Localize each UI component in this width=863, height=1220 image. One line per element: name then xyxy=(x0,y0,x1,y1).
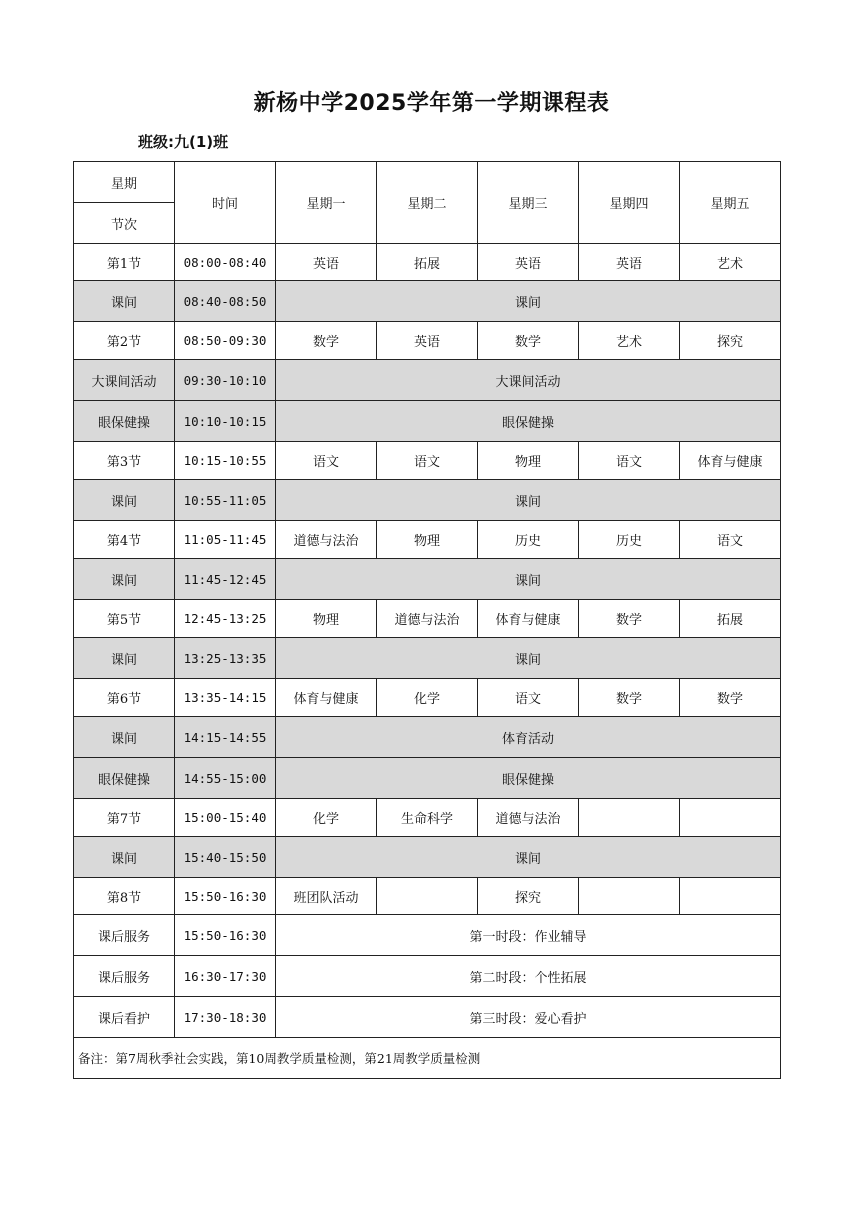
course-cell xyxy=(579,799,680,837)
after-school-span-cell: 第二时段：个性拓展 xyxy=(276,956,781,997)
course-cell: 班团队活动 xyxy=(276,878,377,915)
period-row xyxy=(74,679,781,717)
break-span-cell: 眼保健操 xyxy=(276,401,781,442)
note-row xyxy=(74,1038,781,1079)
break-row xyxy=(74,401,781,442)
course-cell: 体育与健康 xyxy=(478,600,579,638)
course-cell: 数学 xyxy=(680,679,781,717)
period-row xyxy=(74,878,781,915)
break-span-cell: 课间 xyxy=(276,559,781,600)
time-cell: 08:00-08:40 xyxy=(175,244,276,281)
course-cell xyxy=(377,878,478,915)
course-cell xyxy=(680,799,781,837)
time-header-cell: 时间 xyxy=(175,162,276,244)
time-cell: 09:30-10:10 xyxy=(175,360,276,401)
course-cell: 道德与法治 xyxy=(377,600,478,638)
course-cell xyxy=(680,878,781,915)
time-cell: 14:55-15:00 xyxy=(175,758,276,799)
break-span-cell: 课间 xyxy=(276,480,781,521)
course-cell: 探究 xyxy=(478,878,579,915)
course-cell: 英语 xyxy=(377,322,478,360)
row-label-cell: 课间 xyxy=(74,480,175,521)
class-label: 班级:九(1)班 xyxy=(138,133,229,151)
course-cell xyxy=(579,878,680,915)
row-label-cell: 课后服务 xyxy=(74,956,175,997)
course-cell: 数学 xyxy=(579,600,680,638)
course-cell: 语文 xyxy=(377,442,478,480)
time-cell: 08:40-08:50 xyxy=(175,281,276,322)
row-label-cell: 课后服务 xyxy=(74,915,175,956)
row-label-cell: 第4节 xyxy=(74,521,175,559)
course-cell: 英语 xyxy=(478,244,579,281)
after-school-span-cell: 第三时段：爱心看护 xyxy=(276,997,781,1038)
week-header-cell: 星期 xyxy=(74,162,175,203)
course-cell: 历史 xyxy=(579,521,680,559)
row-label-cell: 课间 xyxy=(74,837,175,878)
period-row xyxy=(74,442,781,480)
course-cell: 历史 xyxy=(478,521,579,559)
time-cell: 10:15-10:55 xyxy=(175,442,276,480)
break-span-cell: 眼保健操 xyxy=(276,758,781,799)
period-row xyxy=(74,322,781,360)
course-cell: 拓展 xyxy=(680,600,781,638)
row-label-cell: 大课间活动 xyxy=(74,360,175,401)
break-row xyxy=(74,758,781,799)
day-header-thu: 星期四 xyxy=(579,162,680,244)
after-school-row xyxy=(74,956,781,997)
after-school-row xyxy=(74,915,781,956)
course-cell: 道德与法治 xyxy=(478,799,579,837)
break-row xyxy=(74,717,781,758)
day-header-tue: 星期二 xyxy=(377,162,478,244)
time-cell: 15:50-16:30 xyxy=(175,878,276,915)
time-cell: 17:30-18:30 xyxy=(175,997,276,1038)
day-header-mon: 星期一 xyxy=(276,162,377,244)
day-header-wed: 星期三 xyxy=(478,162,579,244)
course-cell: 数学 xyxy=(579,679,680,717)
break-span-cell: 课间 xyxy=(276,638,781,679)
course-cell: 艺术 xyxy=(680,244,781,281)
course-cell: 语文 xyxy=(478,679,579,717)
break-span-cell: 课间 xyxy=(276,837,781,878)
row-label-cell: 第2节 xyxy=(74,322,175,360)
schedule-table xyxy=(73,161,781,1079)
row-label-cell: 课间 xyxy=(74,638,175,679)
time-cell: 15:50-16:30 xyxy=(175,915,276,956)
row-label-cell: 课后看护 xyxy=(74,997,175,1038)
period-row xyxy=(74,244,781,281)
row-label-cell: 第5节 xyxy=(74,600,175,638)
break-span-cell: 大课间活动 xyxy=(276,360,781,401)
row-label-cell: 第1节 xyxy=(74,244,175,281)
period-row xyxy=(74,521,781,559)
break-row xyxy=(74,360,781,401)
time-cell: 10:10-10:15 xyxy=(175,401,276,442)
course-cell: 化学 xyxy=(377,679,478,717)
course-cell: 体育与健康 xyxy=(276,679,377,717)
row-label-cell: 第3节 xyxy=(74,442,175,480)
time-cell: 13:25-13:35 xyxy=(175,638,276,679)
course-cell: 道德与法治 xyxy=(276,521,377,559)
header-row xyxy=(74,162,781,203)
row-label-cell: 第8节 xyxy=(74,878,175,915)
course-cell: 体育与健康 xyxy=(680,442,781,480)
course-cell: 数学 xyxy=(276,322,377,360)
break-row xyxy=(74,281,781,322)
course-cell: 语文 xyxy=(680,521,781,559)
period-row xyxy=(74,799,781,837)
period-row xyxy=(74,600,781,638)
time-cell: 15:40-15:50 xyxy=(175,837,276,878)
time-cell: 10:55-11:05 xyxy=(175,480,276,521)
row-label-cell: 课间 xyxy=(74,559,175,600)
course-cell: 生命科学 xyxy=(377,799,478,837)
course-cell: 英语 xyxy=(579,244,680,281)
time-cell: 14:15-14:55 xyxy=(175,717,276,758)
break-row xyxy=(74,837,781,878)
day-header-fri: 星期五 xyxy=(680,162,781,244)
note-cell: 备注：第7周秋季社会实践，第10周教学质量检测，第21周教学质量检测 xyxy=(74,1038,781,1079)
break-row xyxy=(74,559,781,600)
course-cell: 探究 xyxy=(680,322,781,360)
time-cell: 13:35-14:15 xyxy=(175,679,276,717)
course-cell: 物理 xyxy=(276,600,377,638)
course-cell: 艺术 xyxy=(579,322,680,360)
course-cell: 拓展 xyxy=(377,244,478,281)
time-cell: 11:05-11:45 xyxy=(175,521,276,559)
page-title: 新杨中学2025学年第一学期课程表 xyxy=(253,91,610,116)
after-school-row xyxy=(74,997,781,1038)
course-cell: 物理 xyxy=(478,442,579,480)
break-span-cell: 课间 xyxy=(276,281,781,322)
row-label-cell: 眼保健操 xyxy=(74,401,175,442)
period-header-cell: 节次 xyxy=(74,203,175,244)
course-cell: 英语 xyxy=(276,244,377,281)
after-school-span-cell: 第一时段：作业辅导 xyxy=(276,915,781,956)
time-cell: 16:30-17:30 xyxy=(175,956,276,997)
time-cell: 11:45-12:45 xyxy=(175,559,276,600)
row-label-cell: 课间 xyxy=(74,281,175,322)
row-label-cell: 眼保健操 xyxy=(74,758,175,799)
course-cell: 语文 xyxy=(276,442,377,480)
course-cell: 化学 xyxy=(276,799,377,837)
break-span-cell: 体育活动 xyxy=(276,717,781,758)
time-cell: 12:45-13:25 xyxy=(175,600,276,638)
time-cell: 15:00-15:40 xyxy=(175,799,276,837)
row-label-cell: 课间 xyxy=(74,717,175,758)
course-cell: 语文 xyxy=(579,442,680,480)
row-label-cell: 第7节 xyxy=(74,799,175,837)
break-row xyxy=(74,638,781,679)
row-label-cell: 第6节 xyxy=(74,679,175,717)
time-cell: 08:50-09:30 xyxy=(175,322,276,360)
break-row xyxy=(74,480,781,521)
course-cell: 物理 xyxy=(377,521,478,559)
course-cell: 数学 xyxy=(478,322,579,360)
